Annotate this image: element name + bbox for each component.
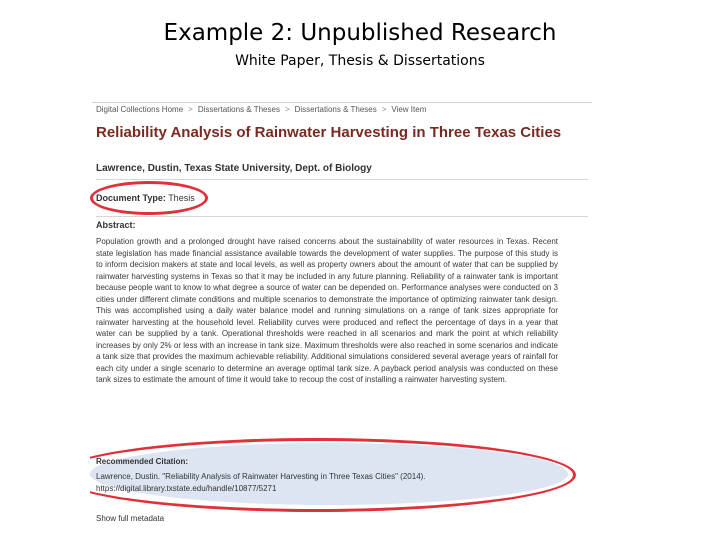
divider	[96, 216, 588, 217]
breadcrumb-separator: >	[188, 105, 193, 114]
breadcrumb-dissertations-link[interactable]: Dissertations & Theses	[197, 105, 280, 114]
breadcrumb-separator: >	[381, 105, 387, 114]
slide-subtitle: White Paper, Thesis & Dissertations	[235, 53, 485, 69]
citation-text: Lawrence, Dustin. "Reliability Analysis of Rainwater Harvesting in Three Texas Cities" (2014).	[96, 472, 426, 481]
citation-block	[96, 471, 556, 494]
breadcrumb-separator: >	[284, 105, 290, 114]
top-divider	[92, 102, 592, 103]
slide-title: Example 2: Unpublished Research	[163, 20, 557, 46]
document-type-highlight-oval	[90, 181, 208, 215]
breadcrumb	[96, 105, 426, 114]
author-line: Lawrence, Dustin, Texas State University, Dept. of Biology	[96, 163, 372, 174]
document-type-label: Document Type:	[96, 193, 166, 203]
citation-url-link[interactable]: https://digital.library.txstate.edu/handle/10877/5271	[96, 483, 277, 493]
breadcrumb-collection-link[interactable]: Dissertations & Theses	[294, 105, 377, 114]
abstract-text: Population growth and a prolonged drought have raised concerns about the sustainability of water resources in Texas. Recent state legislation has made financial assistance available towards the development of water supplies. The purpose of this study is to inform decision makers at state and local levels, as well as property owners about the amount of water that can be supplied by rainwater harvesting systems in Texas so that it may be included in any future planning. Reliability of a rainwater tank is important because people want to know to what degree a source of water can be depended on. Performance analyses were conducted on 3 cities under different climate conditions and multiple scenarios to demonstrate the importance of optimizing rainwater tank design. This was accomplished using a daily water balance model and running simulations on a range of tank sizes appropriate for rainwater harvesting at the household level. Reliability curves were produced and reflect the percentage of days in a year that water can be supplied by a tank. Operational thresholds were reached in all scenarios and mark the point at which reliability increases by only 2% or less with an increase in tank size. Maximum thresholds were also reached in some scenarios and indicate a tank size that provides the maximum achievable reliability. Additional simulations considered several average years of rainfall for each city under a single scenario to determine an average optimal tank size. A payback period analysis was conducted on these tank sizes to estimate the amount of time it would take to recoup the cost of installing a rainwater harvesting system.	[96, 237, 558, 384]
show-full-metadata-link[interactable]: Show full metadata	[96, 514, 165, 523]
breadcrumb-home-link[interactable]: Digital Collections Home	[96, 105, 184, 114]
item-title: Reliability Analysis of Rainwater Harvesting in Three Texas Cities	[96, 124, 562, 141]
document-type-value: Thesis	[168, 193, 195, 203]
divider	[96, 179, 588, 180]
citation-heading: Recommended Citation:	[96, 457, 189, 466]
repository-screenshot	[90, 100, 594, 532]
breadcrumb-current: View Item	[391, 105, 427, 114]
abstract-heading: Abstract:	[96, 220, 136, 230]
